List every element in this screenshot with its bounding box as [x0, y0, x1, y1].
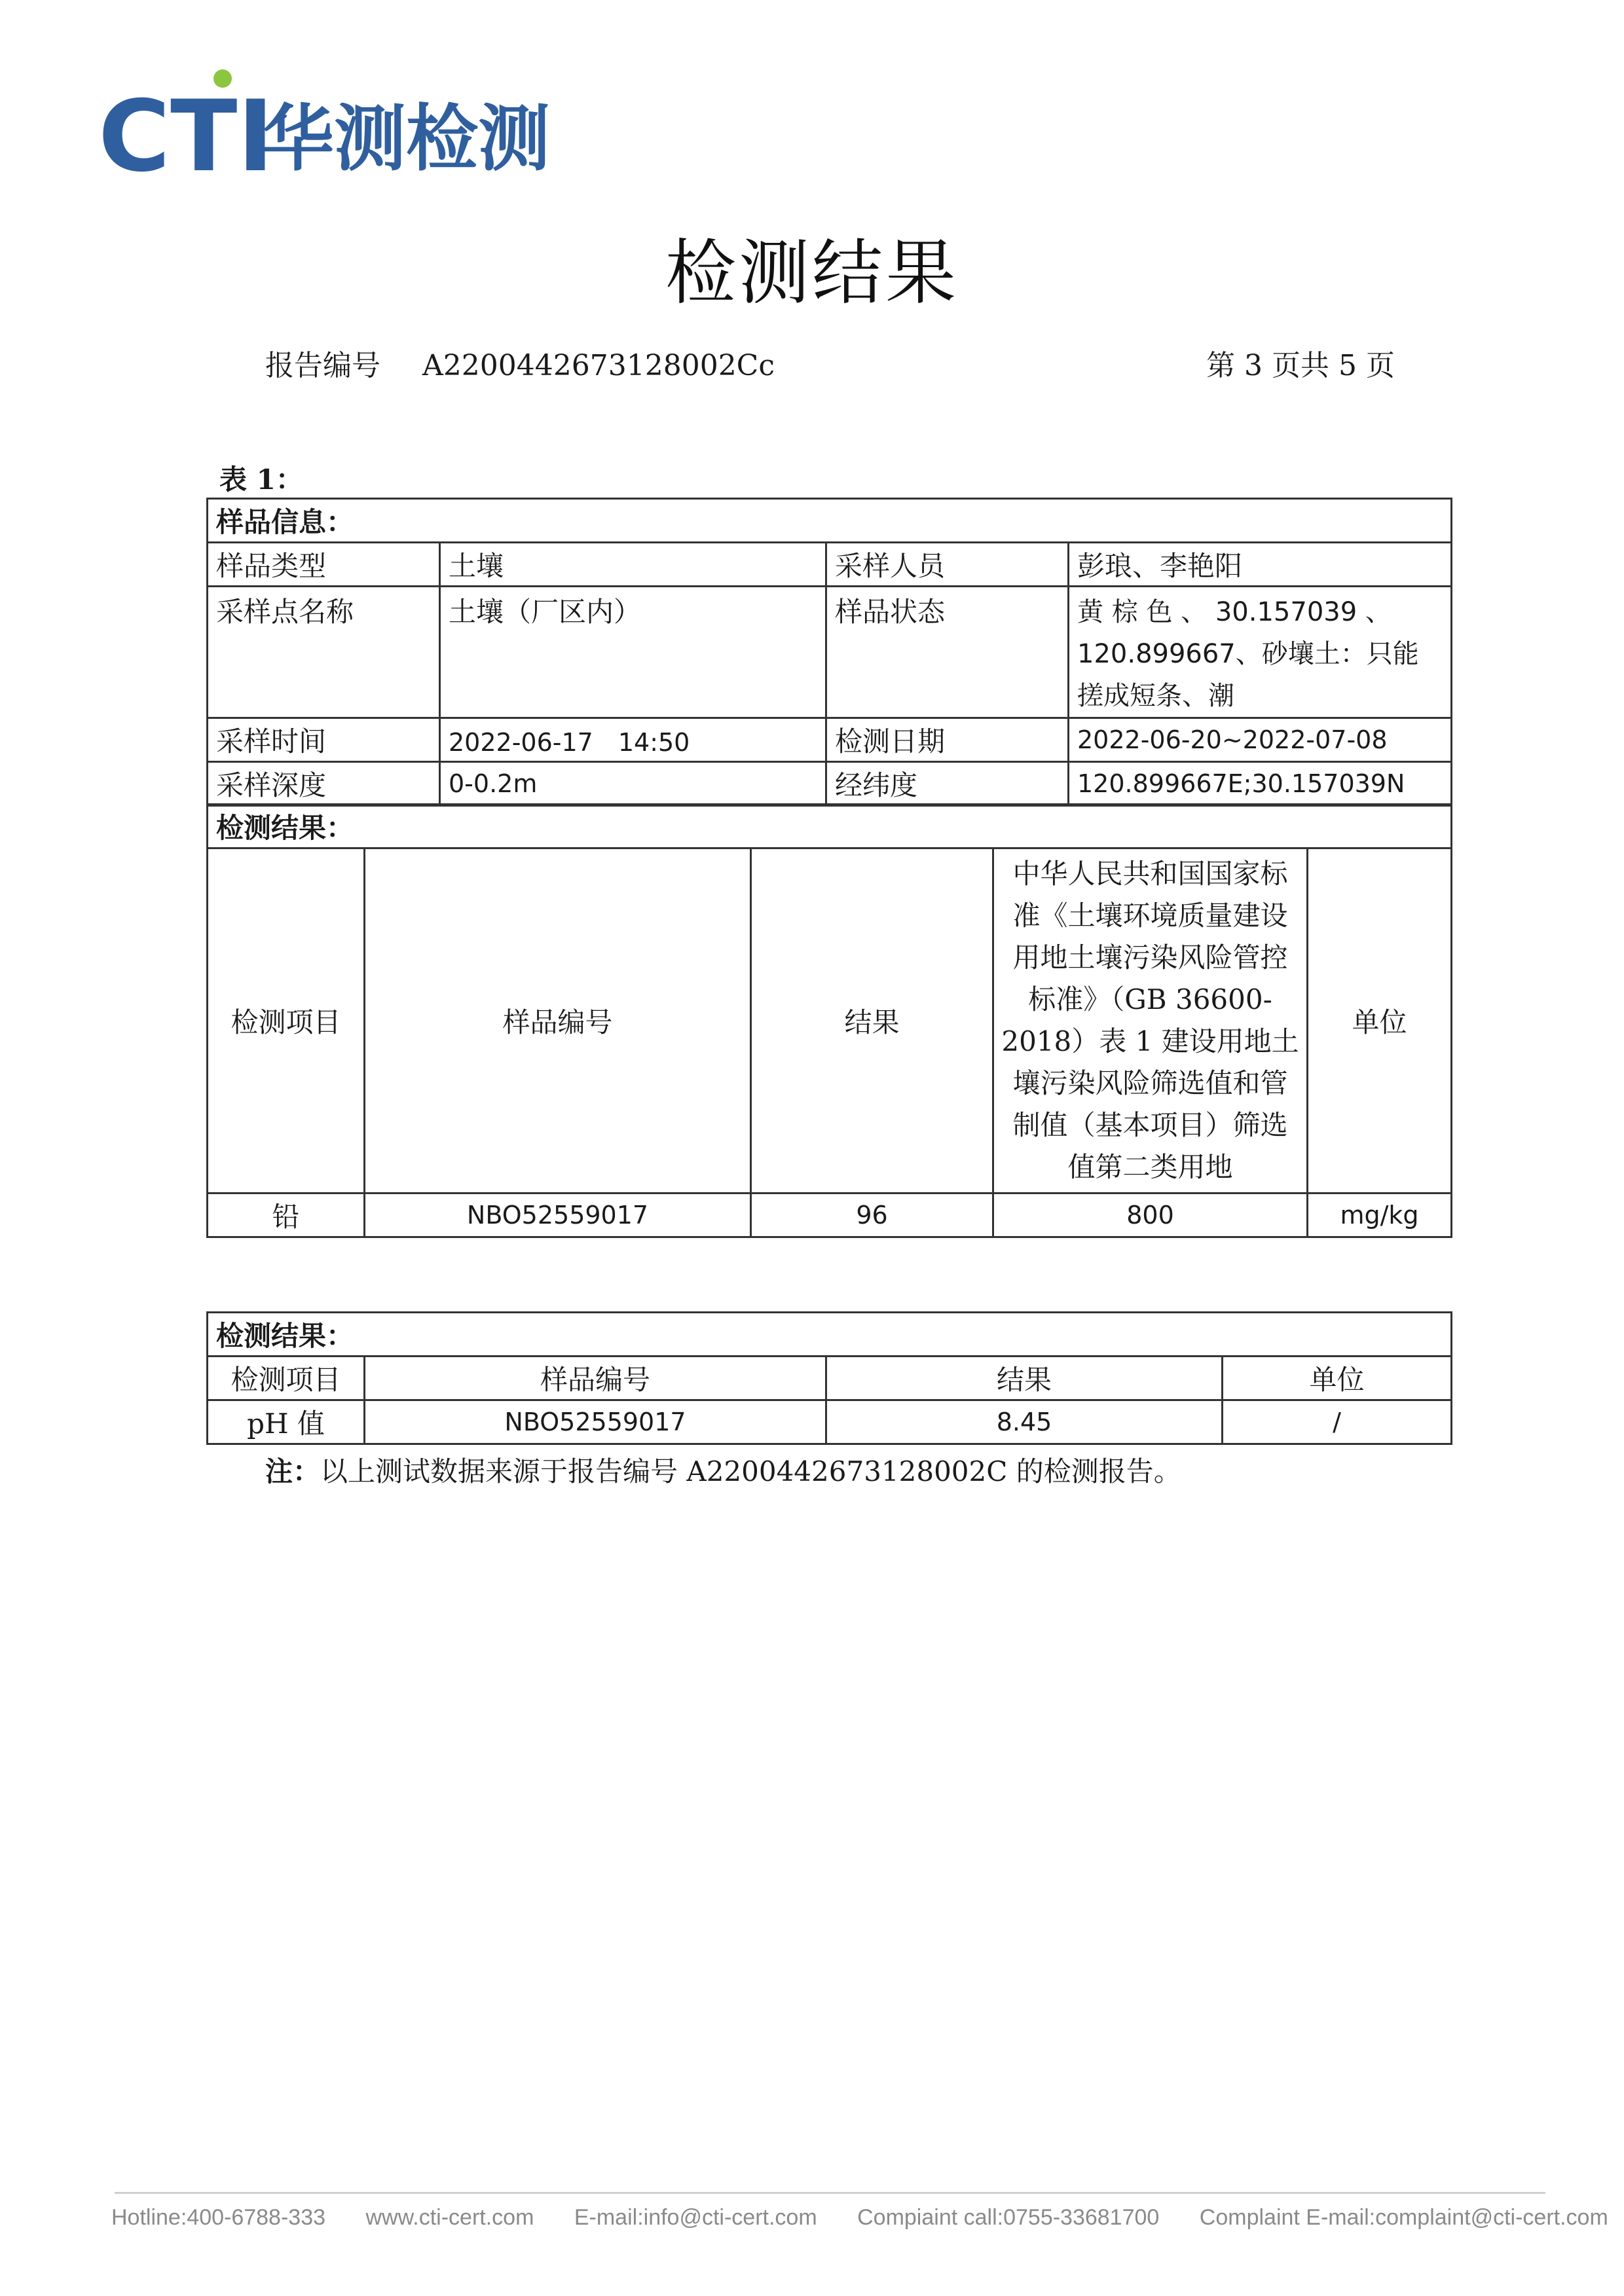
- header-unit: 单位: [1308, 848, 1452, 1194]
- table-row: [208, 762, 1452, 806]
- header-sample-no: 样品编号: [365, 848, 751, 1194]
- sample-info-heading: 样品信息：: [208, 499, 1452, 543]
- footnote-label: 注：: [265, 1455, 321, 1487]
- header-result: 结果: [826, 1357, 1223, 1400]
- cell-sample-no: NBO52559017: [365, 1400, 826, 1444]
- results-heading-row: [208, 805, 1452, 848]
- cell-value: 黄 棕 色 、 30.157039 、 120.899667、砂壤土：只能搓成短条、潮: [1069, 587, 1452, 718]
- cell-label: 采样时间: [208, 718, 440, 762]
- cell-value: 2022-06-20~2022-07-08: [1069, 718, 1452, 762]
- cell-label: 经纬度: [826, 762, 1069, 806]
- footer-complaint-email[interactable]: Complaint E-mail:complaint@cti-cert.com: [1199, 2205, 1608, 2230]
- table-row: [208, 1400, 1452, 1444]
- footer-website[interactable]: www.cti-cert.com: [365, 2205, 534, 2230]
- cell-label: 采样人员: [826, 543, 1069, 587]
- lead-result-table: [206, 803, 1452, 1238]
- footer-complaint-call: Compiaint call:0755-33681700: [857, 2205, 1160, 2230]
- footnote-text: 以上测试数据来源于报告编号 A2200442673128002C 的检测报告。: [320, 1455, 1181, 1487]
- cell-item: 铅: [208, 1194, 365, 1237]
- footer-divider: [115, 2192, 1545, 2194]
- report-number-value: A2200442673128002Cc: [422, 349, 775, 382]
- table-header-row: [208, 1357, 1452, 1400]
- footer-hotline: Hotline:400-6788-333: [111, 2205, 326, 2230]
- company-logo: [98, 65, 622, 183]
- footer-email[interactable]: E-mail:info@cti-cert.com: [574, 2205, 817, 2230]
- footnote: [265, 1450, 1181, 1489]
- cell-value: 土壤: [440, 543, 826, 587]
- header-item: 检测项目: [208, 848, 365, 1194]
- sample-info-table: [206, 498, 1452, 807]
- cell-unit: /: [1223, 1400, 1452, 1444]
- sample-info-heading-row: [208, 499, 1452, 543]
- cell-label: 检测日期: [826, 718, 1069, 762]
- cell-unit: mg/kg: [1308, 1194, 1452, 1237]
- cell-value: 120.899667E;30.157039N: [1069, 762, 1452, 806]
- header-unit: 单位: [1223, 1357, 1452, 1400]
- table-header-row: [208, 848, 1452, 1194]
- table-caption: 表 1：: [219, 464, 303, 496]
- page-indicator: 第 3 页共 5 页: [1206, 349, 1395, 382]
- results-heading: 检测结果：: [208, 1313, 1452, 1357]
- header-standard-limit: 中华人民共和国国家标准《土壤环境质量建设用地土壤污染风险管控标准》（GB 36600-2018）表 1 建设用地土壤污染风险筛选值和管制值（基本项目）筛选值第二类用地: [993, 848, 1308, 1194]
- cell-label: 采样点名称: [208, 587, 440, 718]
- header-result: 结果: [751, 848, 993, 1194]
- report-number-label: 报告编号: [265, 349, 380, 382]
- table-row: [208, 1194, 1452, 1237]
- header-sample-no: 样品编号: [365, 1357, 826, 1400]
- cell-item: pH 值: [208, 1400, 365, 1444]
- header-item: 检测项目: [208, 1357, 365, 1400]
- cell-value: 彭琅、李艳阳: [1069, 543, 1452, 587]
- document-title: 检测结果: [665, 232, 959, 314]
- cell-label: 样品类型: [208, 543, 440, 587]
- table-row: [208, 718, 1452, 762]
- cell-label: 采样深度: [208, 762, 440, 806]
- cell-label: 样品状态: [826, 587, 1069, 718]
- table-row: [208, 543, 1452, 587]
- cell-value: 0-0.2m: [440, 762, 826, 806]
- cell-sample-no: NBO52559017: [365, 1194, 751, 1237]
- ph-result-table: [206, 1311, 1452, 1445]
- report-number-line: [265, 342, 775, 384]
- cell-value: 土壤（厂区内）: [440, 587, 826, 718]
- cell-value: 2022-06-17 14:50: [440, 718, 826, 762]
- cell-standard-limit: 800: [993, 1194, 1308, 1237]
- logo-brand-latin: CTI: [98, 80, 274, 183]
- page-footer: [111, 2205, 1624, 2231]
- cti-logo-graphic: [98, 65, 622, 183]
- logo-brand-cn: 华测检测: [262, 97, 550, 181]
- results-heading: 检测结果：: [208, 805, 1452, 848]
- results-heading-row: [208, 1313, 1452, 1357]
- table-row: [208, 587, 1452, 718]
- cell-result: 8.45: [826, 1400, 1223, 1444]
- cell-result: 96: [751, 1194, 993, 1237]
